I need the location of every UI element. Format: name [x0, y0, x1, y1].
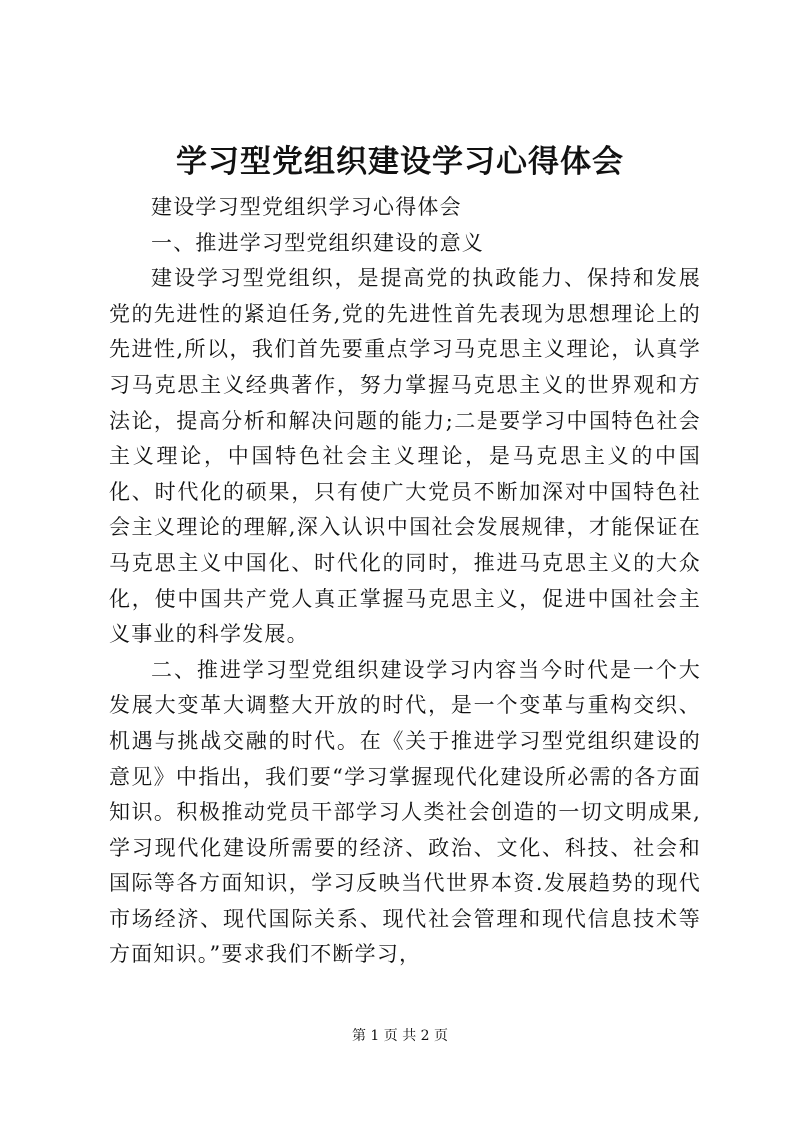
paragraph-subtitle: 建设学习型党组织学习心得体会: [151, 195, 462, 219]
page-number-footer: 第 1 页 共 2 页: [351, 1028, 449, 1044]
paragraph-section-1-body: 建设学习型党组织，是提高党的执政能力、保持和发展党的先进性的紧迫任务,党的先进性首先表现为思想理论上的先进性,所以，我们首先要重点学习马克思主义理论，认真学习马克思主义经典著作，努力掌握马克思主义的世界观和方法论，提高分析和解决问题的能力;二是要学习中国特色社会主义理论，中国特色社会主义理论，是马克思主义的中国化、时代化的硕果，只有使广大党员不断加深对中国特色社会主义理论的理解,深入认识中国社会发展规律，才能保证在马克思主义中国化、时代化的同时，推进马克思主义的大众化，使中国共产党人真正掌握马克思主义，促进中国社会主义事业的科学发展。: [109, 266, 701, 647]
document-title: 学习型党组织建设学习心得体会: [176, 144, 624, 180]
document-body: [109, 190, 701, 973]
paragraph-section-2-body: 二、推进学习型党组织建设学习内容当今时代是一个大发展大变革大调整大开放的时代，是一个变革与重构交织、机遇与挑战交融的时代。在《关于推进学习型党组织建设的意见》中指出，我们要“学习掌握现代化建设所必需的各方面知识。积极推动党员干部学习人类社会创造的一切文明成果,学习现代化建设所需要的经济、政治、文化、科技、社会和国际等各方面知识，学习反映当代世界本资.发展趋势的现代市场经济、现代国际关系、现代社会管理和现代信息技术等方面知识。”要求我们不断学习，: [109, 657, 701, 967]
paragraph-section-1-heading: 一、推进学习型党组织建设的意义: [151, 230, 484, 255]
